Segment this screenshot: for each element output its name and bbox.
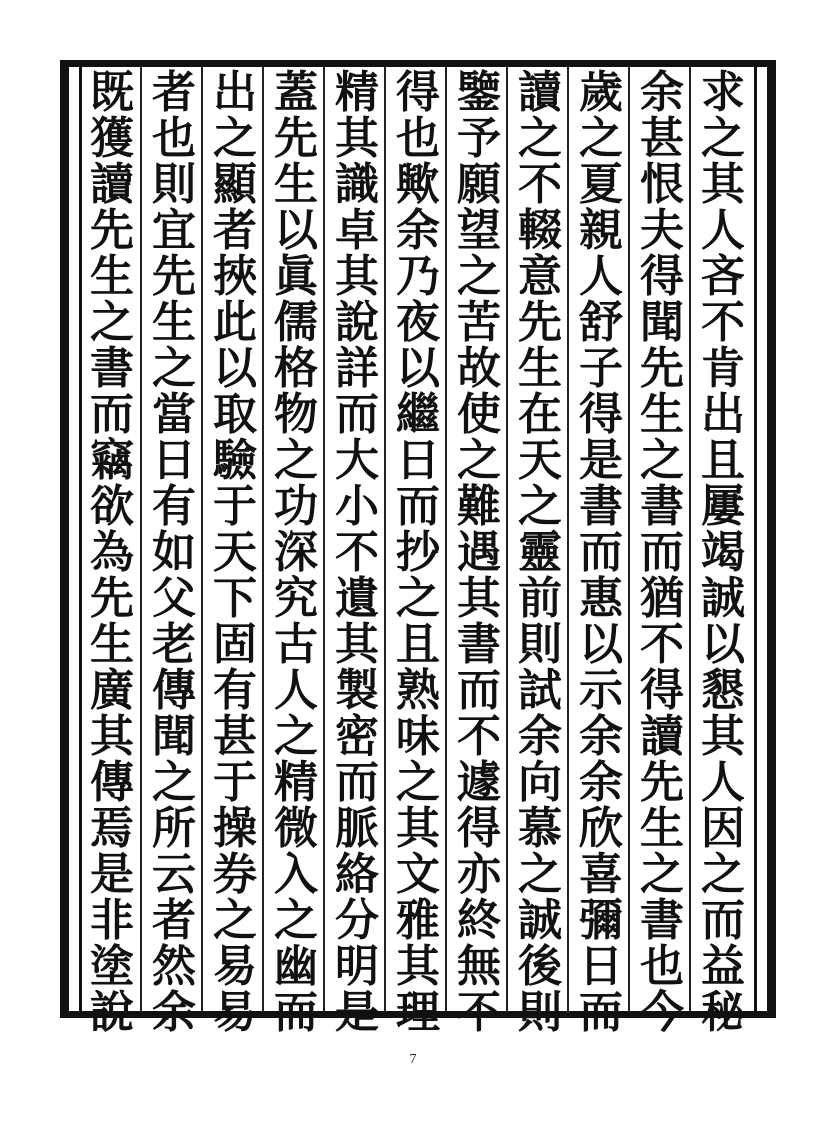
text-column-7 (331, 67, 383, 1038)
character: 功 (274, 481, 318, 532)
character: 夜 (396, 297, 440, 348)
character: 書 (640, 895, 684, 946)
page-number: 7 (409, 1052, 417, 1067)
character: 下 (213, 573, 257, 624)
character: 得 (579, 389, 623, 440)
character: 書 (640, 481, 684, 532)
character: 識 (335, 159, 379, 210)
character: 且 (396, 619, 440, 670)
character: 無 (457, 941, 501, 992)
character: 云 (152, 849, 196, 900)
character: 而 (335, 389, 379, 440)
character: 如 (152, 527, 196, 578)
column-divider (628, 67, 630, 1011)
character: 甚 (213, 711, 257, 762)
character: 夏 (579, 159, 623, 210)
column-divider (262, 67, 264, 1011)
character: 惠 (579, 573, 623, 624)
character: 靈 (518, 527, 562, 578)
character: 不 (457, 987, 501, 1038)
character: 之 (396, 573, 440, 624)
character: 人 (701, 757, 745, 808)
character: 而 (396, 481, 440, 532)
text-column-3 (575, 67, 627, 1038)
character: 非 (90, 895, 134, 946)
character: 生 (640, 389, 684, 440)
character: 其 (457, 573, 501, 624)
character: 懇 (701, 665, 745, 716)
character: 吝 (701, 251, 745, 302)
character: 前 (518, 573, 562, 624)
character: 大 (335, 435, 379, 486)
character: 所 (152, 803, 196, 854)
character: 是 (335, 987, 379, 1038)
character: 遽 (457, 757, 501, 808)
character: 理 (396, 987, 440, 1038)
character: 在 (518, 389, 562, 440)
character: 天 (518, 435, 562, 486)
text-column-2 (636, 67, 688, 1038)
character: 以 (274, 205, 318, 256)
character: 之 (518, 113, 562, 164)
character: 明 (335, 941, 379, 992)
character: 余 (640, 67, 684, 118)
text-column-4 (514, 67, 566, 1038)
character: 不 (640, 619, 684, 670)
character: 固 (213, 619, 257, 670)
character: 分 (335, 895, 379, 946)
character: 密 (335, 711, 379, 762)
character: 夫 (640, 205, 684, 256)
frame-inner-rule-right (754, 60, 757, 1018)
character: 以 (701, 619, 745, 670)
character: 天 (213, 527, 257, 578)
character: 精 (335, 67, 379, 118)
text-column-6 (392, 67, 444, 1038)
character: 示 (579, 665, 623, 716)
character: 之 (457, 435, 501, 486)
character: 者 (152, 895, 196, 946)
character: 易 (213, 987, 257, 1038)
character: 其 (396, 941, 440, 992)
character: 因 (701, 803, 745, 854)
column-divider (323, 67, 325, 1011)
character: 之 (518, 481, 562, 532)
character: 先 (640, 757, 684, 808)
character: 不 (518, 159, 562, 210)
character: 製 (335, 665, 379, 716)
character: 屢 (701, 481, 745, 532)
character: 人 (701, 205, 745, 256)
character: 使 (457, 389, 501, 440)
frame-outer-rule-left (60, 60, 69, 1018)
character: 雅 (396, 895, 440, 946)
character: 以 (396, 343, 440, 394)
character: 精 (274, 757, 318, 808)
character: 恨 (640, 159, 684, 210)
character: 予 (457, 113, 501, 164)
character: 究 (274, 573, 318, 624)
character: 其 (335, 251, 379, 302)
frame-outer-rule-right (767, 60, 776, 1018)
column-divider (445, 67, 447, 1011)
character: 出 (701, 389, 745, 440)
character: 先 (90, 573, 134, 624)
character: 之 (640, 849, 684, 900)
character: 向 (518, 757, 562, 808)
character: 而 (90, 389, 134, 440)
character: 也 (152, 113, 196, 164)
character: 子 (579, 343, 623, 394)
character: 其 (90, 711, 134, 762)
character: 之 (274, 711, 318, 762)
character: 微 (274, 803, 318, 854)
character: 之 (457, 251, 501, 302)
character: 物 (274, 389, 318, 440)
character: 慕 (518, 803, 562, 854)
character: 讀 (640, 711, 684, 762)
character: 猶 (640, 573, 684, 624)
character: 而 (640, 527, 684, 578)
character: 以 (213, 343, 257, 394)
character: 卓 (335, 205, 379, 256)
character: 余 (579, 711, 623, 762)
character: 今 (640, 987, 684, 1038)
character: 之 (396, 757, 440, 808)
column-divider (384, 67, 386, 1011)
text-column-10 (148, 67, 200, 1038)
character: 生 (274, 159, 318, 210)
character: 生 (518, 343, 562, 394)
character: 者 (152, 67, 196, 118)
character: 入 (274, 849, 318, 900)
character: 儒 (274, 297, 318, 348)
character: 傳 (152, 665, 196, 716)
character: 書 (90, 343, 134, 394)
column-divider (689, 67, 691, 1011)
character: 日 (396, 435, 440, 486)
character: 其 (396, 803, 440, 854)
character: 生 (152, 297, 196, 348)
character: 故 (457, 343, 501, 394)
character: 竊 (90, 435, 134, 486)
character: 其 (335, 113, 379, 164)
character: 則 (518, 987, 562, 1038)
character: 得 (457, 803, 501, 854)
character: 先 (274, 113, 318, 164)
character: 蓋 (274, 67, 318, 118)
character: 之 (274, 435, 318, 486)
character: 顯 (213, 159, 257, 210)
character: 既 (90, 67, 134, 118)
character: 當 (152, 389, 196, 440)
character: 脈 (335, 803, 379, 854)
character: 誠 (701, 573, 745, 624)
character: 日 (579, 941, 623, 992)
character: 先 (90, 205, 134, 256)
character: 券 (213, 849, 257, 900)
character: 苦 (457, 297, 501, 348)
character: 操 (213, 803, 257, 854)
text-column-9 (209, 67, 261, 1038)
frame-inner-rule-left (79, 60, 82, 1018)
character: 肯 (701, 343, 745, 394)
character: 而 (579, 527, 623, 578)
character: 親 (579, 205, 623, 256)
character: 有 (213, 665, 257, 716)
character: 舒 (579, 297, 623, 348)
character: 絡 (335, 849, 379, 900)
character: 宜 (152, 205, 196, 256)
character: 欣 (579, 803, 623, 854)
character: 獲 (90, 113, 134, 164)
character: 者 (213, 205, 257, 256)
character: 余 (152, 987, 196, 1038)
character: 父 (152, 573, 196, 624)
character: 彌 (579, 895, 623, 946)
character: 為 (90, 527, 134, 578)
character: 也 (640, 941, 684, 992)
character: 願 (457, 159, 501, 210)
character: 挾 (213, 251, 257, 302)
character: 之 (152, 757, 196, 808)
character: 望 (457, 205, 501, 256)
character: 聞 (640, 297, 684, 348)
character: 生 (640, 803, 684, 854)
character: 讀 (518, 67, 562, 118)
character: 求 (701, 67, 745, 118)
character: 先 (518, 297, 562, 348)
character: 有 (152, 481, 196, 532)
character: 鑒 (457, 67, 501, 118)
character: 眞 (274, 251, 318, 302)
character: 是 (90, 849, 134, 900)
character: 益 (701, 941, 745, 992)
character: 格 (274, 343, 318, 394)
character: 秘 (701, 987, 745, 1038)
character: 味 (396, 711, 440, 762)
text-column-5 (453, 67, 505, 1038)
character: 也 (396, 113, 440, 164)
character: 則 (152, 159, 196, 210)
character: 得 (640, 665, 684, 716)
character: 而 (274, 987, 318, 1038)
character: 焉 (90, 803, 134, 854)
character: 後 (518, 941, 562, 992)
character: 然 (152, 941, 196, 992)
character: 聞 (152, 711, 196, 762)
character: 其 (335, 619, 379, 670)
character: 乃 (396, 251, 440, 302)
character: 生 (90, 619, 134, 670)
character: 之 (579, 113, 623, 164)
character: 輟 (518, 205, 562, 256)
character: 日 (152, 435, 196, 486)
character: 余 (518, 711, 562, 762)
character: 易 (213, 941, 257, 992)
character: 驗 (213, 435, 257, 486)
character: 而 (335, 757, 379, 808)
character: 不 (457, 711, 501, 762)
character: 遺 (335, 573, 379, 624)
character: 余 (579, 757, 623, 808)
character: 先 (152, 251, 196, 302)
character: 之 (152, 343, 196, 394)
character: 終 (457, 895, 501, 946)
character: 書 (457, 619, 501, 670)
column-divider (140, 67, 142, 1011)
character: 之 (701, 113, 745, 164)
character: 詳 (335, 343, 379, 394)
character: 遇 (457, 527, 501, 578)
character: 文 (396, 849, 440, 900)
character: 取 (213, 389, 257, 440)
character: 廣 (90, 665, 134, 716)
text-column-11 (86, 67, 138, 1038)
character: 生 (90, 251, 134, 302)
character: 繼 (396, 389, 440, 440)
character: 老 (152, 619, 196, 670)
character: 不 (701, 297, 745, 348)
character: 歲 (579, 67, 623, 118)
character: 竭 (701, 527, 745, 578)
character: 熟 (396, 665, 440, 716)
character: 不 (335, 527, 379, 578)
column-divider (201, 67, 203, 1011)
character: 幽 (274, 941, 318, 992)
character: 難 (457, 481, 501, 532)
character: 其 (701, 159, 745, 210)
character: 之 (90, 297, 134, 348)
character: 小 (335, 481, 379, 532)
character: 之 (518, 849, 562, 900)
character: 抄 (396, 527, 440, 578)
character: 喜 (579, 849, 623, 900)
character: 以 (579, 619, 623, 670)
column-divider (567, 67, 569, 1011)
character: 于 (213, 757, 257, 808)
character: 人 (579, 251, 623, 302)
character: 傳 (90, 757, 134, 808)
character: 之 (213, 113, 257, 164)
character: 說 (335, 297, 379, 348)
character: 古 (274, 619, 318, 670)
character: 誠 (518, 895, 562, 946)
character: 得 (640, 251, 684, 302)
character: 意 (518, 251, 562, 302)
character: 之 (274, 895, 318, 946)
character: 深 (274, 527, 318, 578)
character: 之 (640, 435, 684, 486)
character: 讀 (90, 159, 134, 210)
character: 之 (213, 895, 257, 946)
character: 是 (579, 435, 623, 486)
character: 塗 (90, 941, 134, 992)
character: 人 (274, 665, 318, 716)
character: 則 (518, 619, 562, 670)
character: 其 (701, 711, 745, 762)
character: 試 (518, 665, 562, 716)
text-column-8 (270, 67, 322, 1038)
character: 余 (396, 205, 440, 256)
character: 出 (213, 67, 257, 118)
character: 且 (701, 435, 745, 486)
character: 于 (213, 481, 257, 532)
text-column-1 (697, 67, 749, 1038)
character: 此 (213, 297, 257, 348)
character: 說 (90, 987, 134, 1038)
character: 先 (640, 343, 684, 394)
character: 而 (457, 665, 501, 716)
character: 書 (579, 481, 623, 532)
character: 而 (701, 895, 745, 946)
character: 之 (701, 849, 745, 900)
character: 甚 (640, 113, 684, 164)
character: 欲 (90, 481, 134, 532)
column-divider (506, 67, 508, 1011)
character: 亦 (457, 849, 501, 900)
character: 而 (579, 987, 623, 1038)
character: 得 (396, 67, 440, 118)
character: 歟 (396, 159, 440, 210)
